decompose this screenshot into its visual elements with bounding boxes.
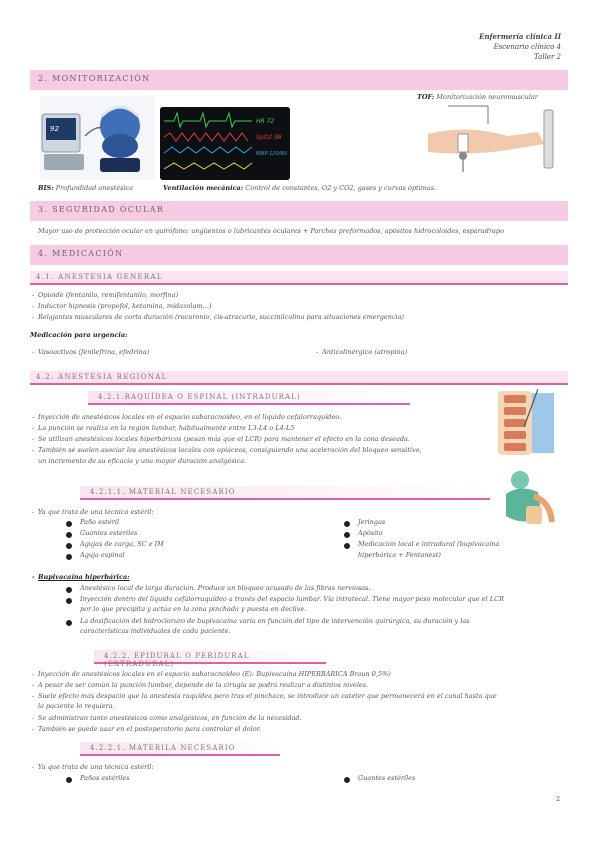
bupivacaina-title: - Bupivacaína hiperbárica: [38, 573, 130, 582]
page-number: 2 [556, 795, 561, 803]
list-item: - Anticolinérgico (atropina) [322, 348, 407, 357]
anestesia-regional-header: 4.2. ANESTESIA REGIONAL [30, 371, 568, 385]
list-item: - Ya que trata de una técnica estéril: [38, 763, 154, 772]
svg-text:HR 72: HR 72 [256, 118, 275, 125]
bupivacaina-item: Anestésico local de larga duración. Produce un bloqueo acusado de las fibras nerviosas. [80, 584, 371, 592]
material-necesario-header: 4.2.1.1. MATERIAL NECESARIO [80, 486, 490, 500]
bis-monitor-image [40, 96, 155, 180]
material-necesario-2-header: 4.2.2.1. MATERILA NECESARIO [80, 742, 280, 756]
list-item: - Inyección de anestésicos locales en el espacio subaracnoideo (E): Bupivacaína HIPERBÁRICA Braun 0,5%) [38, 670, 391, 679]
material-item: Guantes estériles [358, 774, 416, 782]
material-item: Guantes estériles [80, 529, 138, 537]
section-monitorizacion-header: 2. MONITORIZACIÓN [30, 70, 568, 90]
list-item: - Suele efecto más despacio que la anestesia raquídea pero tras el pinchazo, se introduce un catéter que permanecerá en el canal hasta que [38, 692, 563, 701]
raquidea-header: 4.2.1.RAQUÍDEA O ESPINAL (INTRADURAL) [88, 391, 410, 405]
tof-monitor-image [428, 104, 556, 174]
list-item: - La punción se realiza en la región lumbar, habitualmente entre L3-L4 o L4-L5 [38, 424, 294, 433]
list-item: - Inyección de anestésicos locales en el espacio subaracnoideo, en el líquido cefalorraquídeo. [38, 413, 341, 422]
material-item: Paños estériles [80, 774, 130, 782]
spine-image [494, 387, 559, 459]
section-medicacion-header: 4. MEDICACIÓN [30, 245, 568, 265]
document-header [479, 32, 561, 62]
scenario-label: Escenario clínico 4 [493, 43, 561, 51]
list-item: - Opioide (fentanilo, remifentanilo, morfina) [38, 291, 178, 300]
svg-text:NIBP 120/80: NIBP 120/80 [256, 151, 287, 157]
list-item: - Vasoactivos (fenilefrina, efedrina) [38, 348, 149, 357]
list-item-continuation: la paciente lo requiera. [38, 702, 115, 710]
material-item: Paño estéril [80, 518, 120, 526]
list-item: - Ya que trata de una técnica estéril: [38, 508, 154, 517]
tof-caption: TOF: Monitorización neuromuscular [417, 93, 538, 101]
ocular-text: Mayor uso de protección ocular en quirófano: ungüentos o lubricantes oculares + Parches preformados, apósitos hidrocoloides, esparadrapo [38, 227, 504, 235]
bupivacaina-item: La dosificación del hidrocloruro de bupivacaína varía en función del tipo de intervención quirúrgica, su duración y las [80, 617, 560, 626]
section-seguridad-ocular-header: 3. SEGURIDAD OCULAR [30, 201, 568, 221]
list-item: - Inductor hipnosis (propofol, ketamina, midazolam…) [38, 302, 212, 311]
bis-caption: BIS: Profundidad anestésica [38, 184, 134, 192]
patient-position-image [498, 466, 560, 530]
epidural-header: 4.2.2. EPIDURAL O PERIDURAL (EXTRADURAL) [94, 650, 326, 664]
ventilation-caption: Ventilación mecánica: Control de constantes, O2 y CO2, gases y curvas óptimas. [163, 184, 437, 192]
list-item-continuation: un incremento de su eficacia y una mayor duración analgésica. [38, 457, 247, 465]
material-item: Apósito [358, 529, 383, 537]
material-item: Aguja espinal [80, 551, 125, 559]
material-item: Agujas de carga, SC e IM [80, 540, 164, 548]
list-item: - Se utilizan anestésicos locales hiperbáricos (pesan más que el LCR) para mantener el efecto en la zona deseada. [38, 435, 410, 444]
urgency-label: Medicación para urgencia: [30, 331, 128, 339]
list-item: - Se administran tanto anestésicos como analgésicos, en función de la necesidad. [38, 714, 302, 723]
course-title: Enfermería clínica II [479, 32, 561, 41]
svg-text:SpO2 98: SpO2 98 [256, 134, 282, 141]
material-item: Medicación local e intradural (bupivacaína [358, 540, 500, 548]
list-item: - A pesar de ser común la punción lumbar, depende de la cirugía se podrá realizar a distintos niveles. [38, 681, 368, 690]
bupivacaina-item-continuation: características individuales de cada paciente. [80, 627, 231, 635]
ventilation-monitor-image [160, 107, 290, 180]
material-item: Jeringas [358, 518, 386, 526]
material-item-continuation: hiperbárica + Fentanest) [358, 551, 441, 559]
bupivacaina-item: Inyección dentro del líquido cefalorraquídeo a través del espacio lumbar. Vía intratecal. Tiene mayor peso molecular que el LCR [80, 595, 560, 604]
list-item: - Relajantes musculares de corta duración (rocuronio, cis-atracurio, succinilcolina para situaciones emergencia) [38, 313, 404, 322]
anestesia-general-header: 4.1. ANESTESIA GENERAL [30, 271, 568, 285]
svg-text:92: 92 [50, 125, 59, 133]
workshop-label: Taller 2 [534, 53, 561, 61]
bupivacaina-item-continuation: por lo que precipita y actúa en la zona pinchada y puesta en declive. [80, 605, 307, 613]
list-item: - También se suelen asociar los anestésicos locales con opiáceos, consiguiendo una aceleración del bloqueo sensitivo, [38, 446, 422, 455]
list-item: - También se puede usar en el postoperatorio para controlar el dolor. [38, 725, 261, 734]
